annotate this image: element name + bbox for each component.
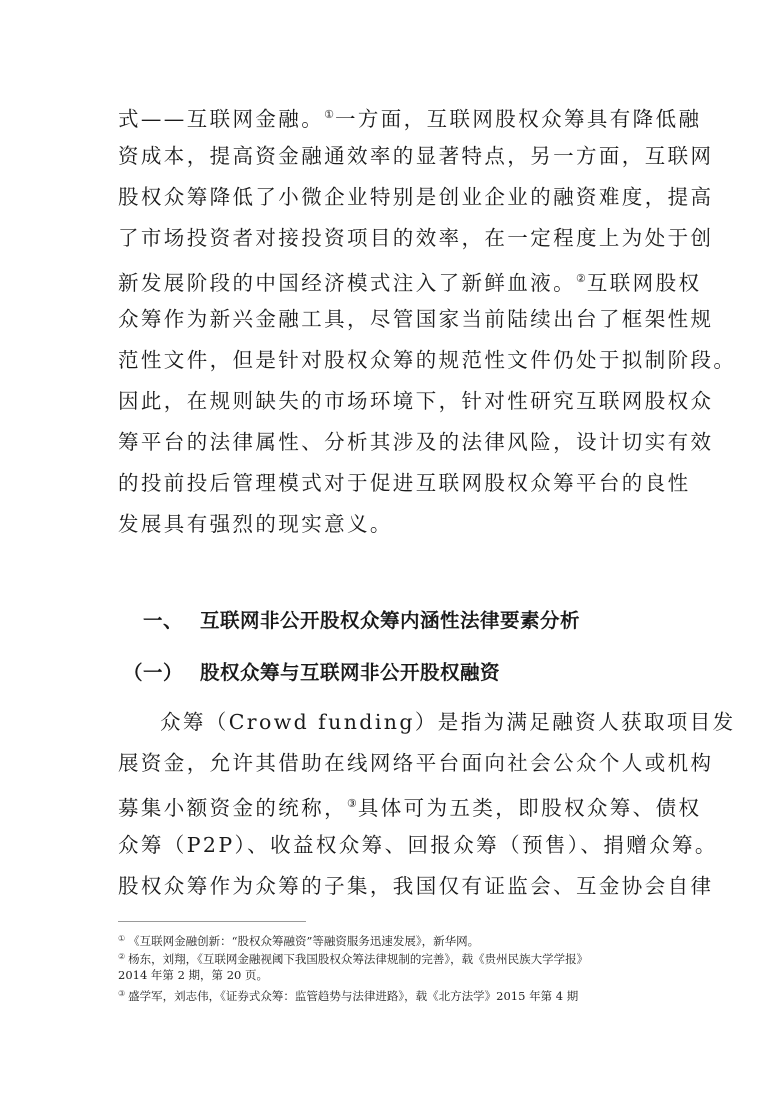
body-line: 因此，在规则缺失的市场环境下，针对性研究互联网股权众 [118,389,714,413]
footnote-ref-3[interactable]: ③ [347,797,357,810]
body-line: 资成本，提高资金融通效率的显著特点，另一方面，互联网 [118,144,714,168]
body-line: 范性文件，但是针对股权众筹的规范性文件仍处于拟制阶段。 [118,348,737,372]
body-line: 新发展阶段的中国经济模式注入了新鲜血液。②互联网股权 [118,271,702,295]
footnote-2: ② 杨东，刘翔，《互联网金融视阈下我国股权众筹法律规制的完善》，载《贵州民族大学学报》 [118,952,589,966]
body-line: 的投前投后管理模式对于促进互联网股权众筹平台的良性 [118,471,691,495]
body-line: 募集小额资金的统称，③具体可为五类，即股权众筹、债权 [118,796,702,820]
footnote-divider [118,921,306,922]
body-line: 展资金，允许其借助在线网络平台面向社会公众个人或机构 [118,751,714,775]
body-line: 式——互联网金融。①一方面，互联网股权众筹具有降低融 [118,107,702,131]
body-line: 筹平台的法律属性、分析其涉及的法律风险，设计切实有效 [118,430,714,454]
body-line: 众筹（Crowd funding）是指为满足融资人获取项目发 [160,710,736,734]
section-heading: 互联网非公开股权众筹内涵性法律要素分析 [200,609,581,632]
footnote-1: ① 《互联网金融创新：“股权众筹融资”等融资服务迅速发展》，新华网。 [118,934,480,948]
footnote-3: ③ 盛学军，刘志伟，《证券式众筹：监管趋势与法律进路》，载《北方法学》2015 年第 4 期 [118,989,579,1003]
section-heading-number: 一、 [143,609,184,632]
body-line: 众筹作为新兴金融工具，尽管国家当前陆续出台了框架性规 [118,307,714,331]
body-line: 股权众筹作为众筹的子集，我国仅有证监会、互金协会自律 [118,874,714,898]
body-line: 股权众筹降低了小微企业特别是创业企业的融资难度，提高 [118,185,714,209]
footnote-ref-1[interactable]: ① [324,108,334,121]
body-line: 了市场投资者对接投资项目的效率，在一定程度上为处于创 [118,226,714,250]
subsection-heading-number: （一） [123,661,184,684]
footnote-ref-2[interactable]: ② [576,272,586,285]
body-line: 众筹（P2P）、收益权众筹、回报众筹（预售）、捐赠众筹。 [118,833,718,857]
footnote-2-continued: 2014 年第 2 期，第 20 页。 [118,968,268,982]
subsection-heading: 股权众筹与互联网非公开股权融资 [200,661,501,684]
body-line: 发展具有强烈的现实意义。 [118,512,393,536]
